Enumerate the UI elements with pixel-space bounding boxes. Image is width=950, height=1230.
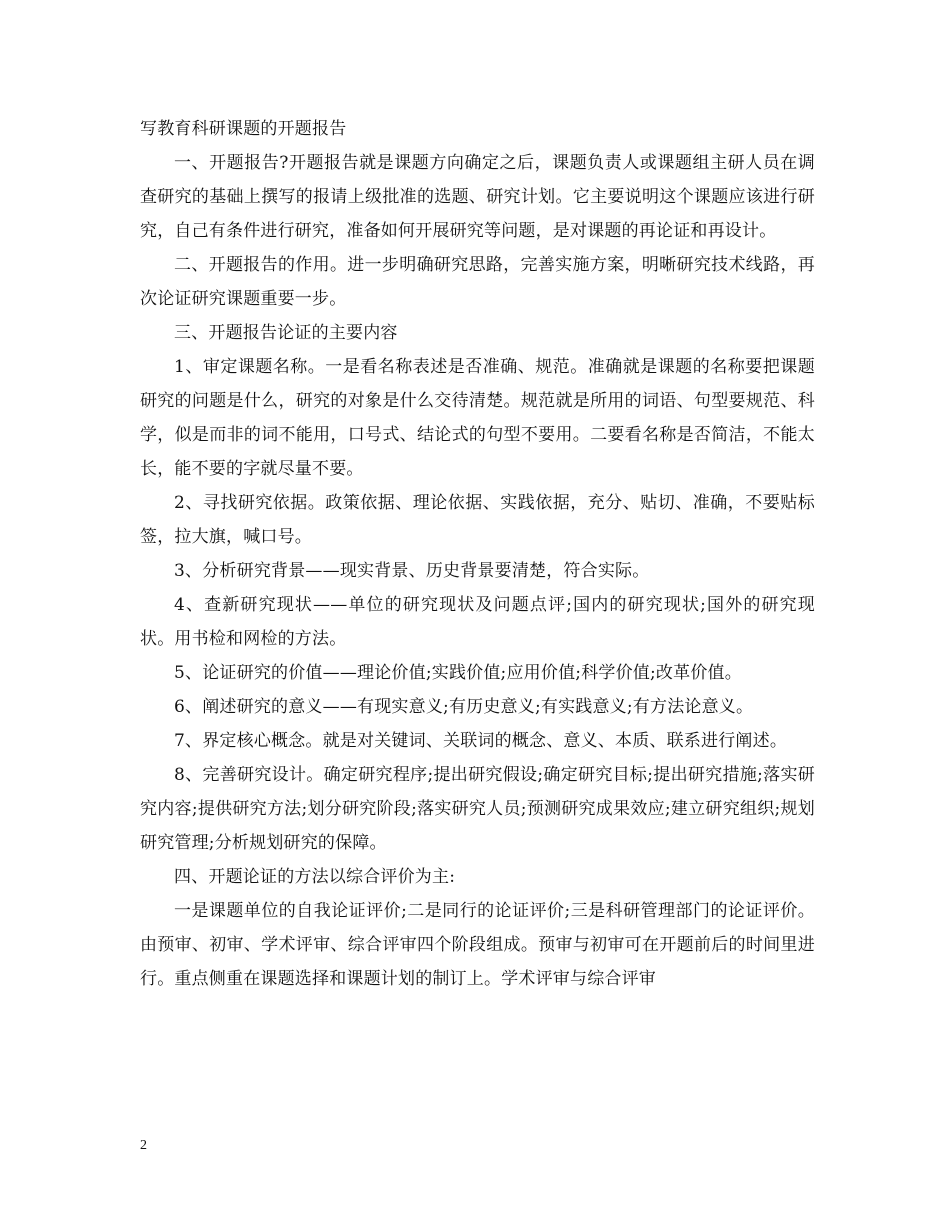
paragraph-item-3-research-background: 3、分析研究背景——现实背景、历史背景要清楚，符合实际。	[174, 561, 650, 581]
paragraph-evaluation-details: 一是课题单位的自我论证评价;二是同行的论证评价;三是科研管理部门的论证评价。由预审、初审、学术评审、综合评审四个阶段组成。预审与初审可在开题前后的时间里进行。重点侧重在课题选择和课题计划的制订上。学术评审与综合评审	[140, 901, 815, 989]
paragraph-item-6-research-meaning: 6、阐述研究的意义——有现实意义;有历史意义;有实践意义;有方法论意义。	[174, 697, 754, 717]
paragraph-opening-report-role: 二、开题报告的作用。进一步明确研究思路，完善实施方案，明晰研究技术线路，再次论证研究课题重要一步。	[140, 255, 815, 309]
paragraph-opening-report-definition: 一、开题报告?开题报告就是课题方向确定之后，课题负责人或课题组主研人员在调查研究的基础上撰写的报请上级批准的选题、研究计划。它主要说明这个课题应该进行研究，自己有条件进行研究，准备如何开展研究等问题，是对课题的再论证和再设计。	[140, 153, 815, 241]
paragraph-item-2-research-basis: 2、寻找研究依据。政策依据、理论依据、实践依据，充分、贴切、准确，不要贴标签，拉大旗，喊口号。	[140, 493, 815, 547]
document-title: 写教育科研课题的开题报告	[140, 119, 347, 139]
paragraph-item-8-research-design: 8、完善研究设计。确定研究程序;提出研究假设;确定研究目标;提出研究措施;落实研究内容;提供研究方法;划分研究阶段;落实研究人员;预测研究成果效应;建立研究组织;规划研究管理;分析规划研究的保障。	[140, 765, 815, 853]
paragraph-item-1-topic-name: 1、审定课题名称。一是看名称表述是否准确、规范。准确就是课题的名称要把课题研究的问题是什么，研究的对象是什么交待清楚。规范就是所用的词语、句型要规范、科学，似是而非的词不能用，口号式、结论式的句型不要用。二要看名称是否简洁，不能太长，能不要的字就尽量不要。	[140, 357, 815, 479]
paragraph-item-5-research-value: 5、论证研究的价值——理论价值;实践价值;应用价值;科学价值;改革价值。	[174, 663, 742, 683]
paragraph-evaluation-method-heading: 四、开题论证的方法以综合评价为主:	[174, 867, 456, 887]
document-body	[140, 112, 815, 996]
paragraph-item-4-research-status: 4、查新研究现状——单位的研究现状及问题点评;国内的研究现状;国外的研究现状。用书检和网检的方法。	[140, 595, 815, 649]
page-number: 2	[140, 1138, 147, 1153]
paragraph-item-7-core-concept: 7、界定核心概念。就是对关键词、关联词的概念、意义、本质、联系进行阐述。	[174, 731, 788, 751]
paragraph-main-content-heading: 三、开题报告论证的主要内容	[174, 323, 398, 343]
